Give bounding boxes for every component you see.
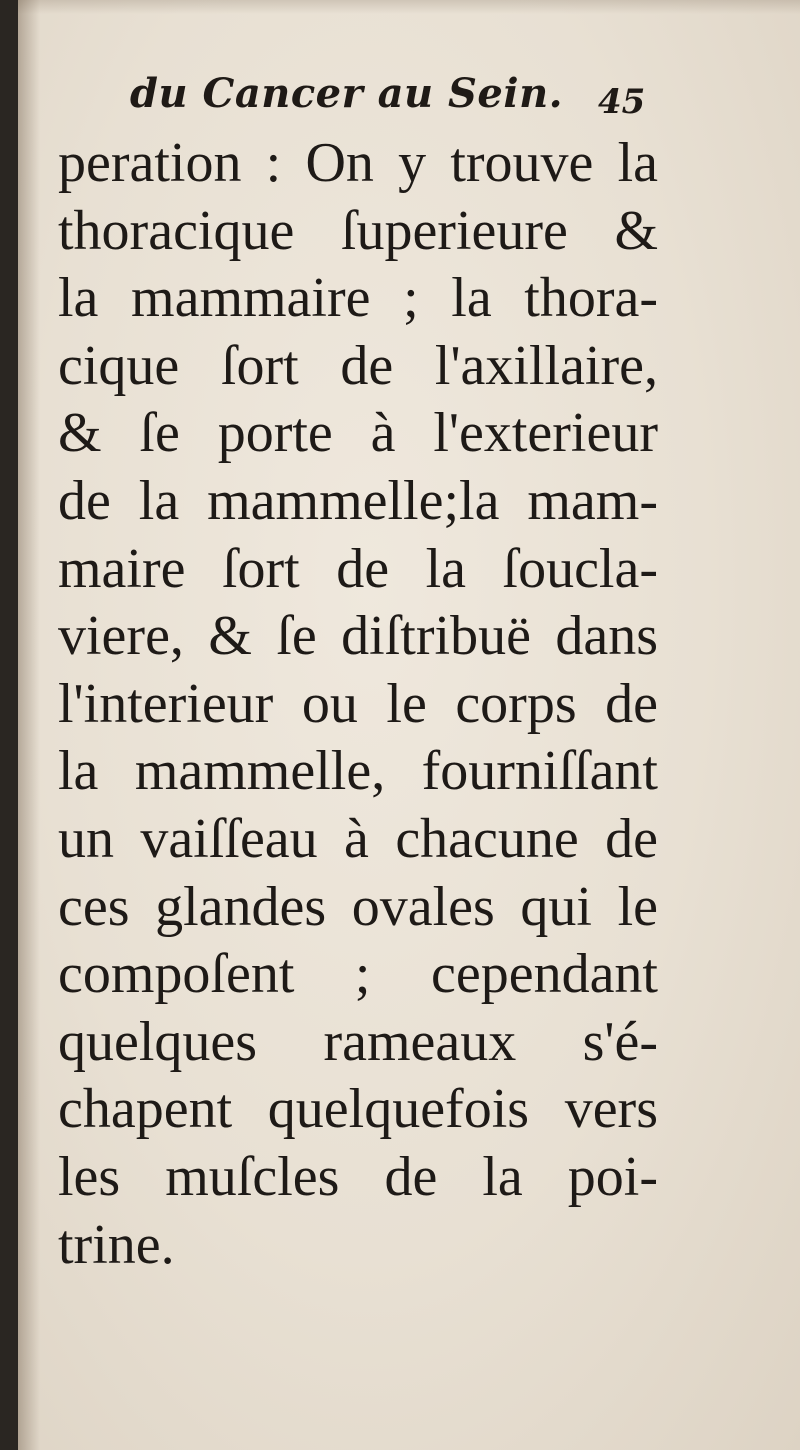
text-line: chapent quelquefois vers	[58, 1078, 658, 1141]
text-line: cique ſort de l'axillaire,	[58, 334, 658, 397]
running-title: du Cancer au Sein.	[130, 70, 564, 117]
body-text	[58, 130, 658, 1279]
top-edge-shadow	[18, 0, 800, 14]
text-line: compoſent ; cependant	[58, 943, 658, 1006]
book-page	[18, 0, 800, 1450]
text-line: l'interieur ou le corps de	[58, 672, 658, 735]
text-line: de la mammelle;la mam-	[58, 469, 658, 532]
gutter-shadow	[18, 0, 40, 1450]
text-line: la mammelle, fourniſſant	[58, 740, 658, 803]
text-line: maire ſort de la ſoucla-	[58, 537, 658, 600]
text-line: la mammaire ; la thora-	[58, 267, 658, 330]
text-line: ces glandes ovales qui le	[58, 875, 658, 938]
page-number: 45	[598, 82, 646, 122]
text-line: quelques rameaux s'é-	[58, 1010, 658, 1073]
text-line: trine.	[58, 1213, 175, 1276]
text-line: viere, & ſe diſtribuë dans	[58, 605, 658, 668]
text-line: thoracique ſuperieure &	[58, 199, 658, 262]
text-line: peration : On y trouve la	[58, 132, 658, 194]
text-line: les muſcles de la poi-	[58, 1145, 658, 1208]
text-line: & ſe porte à l'exterieur	[58, 402, 658, 465]
text-line: un vaiſſeau à chacune de	[58, 807, 658, 870]
